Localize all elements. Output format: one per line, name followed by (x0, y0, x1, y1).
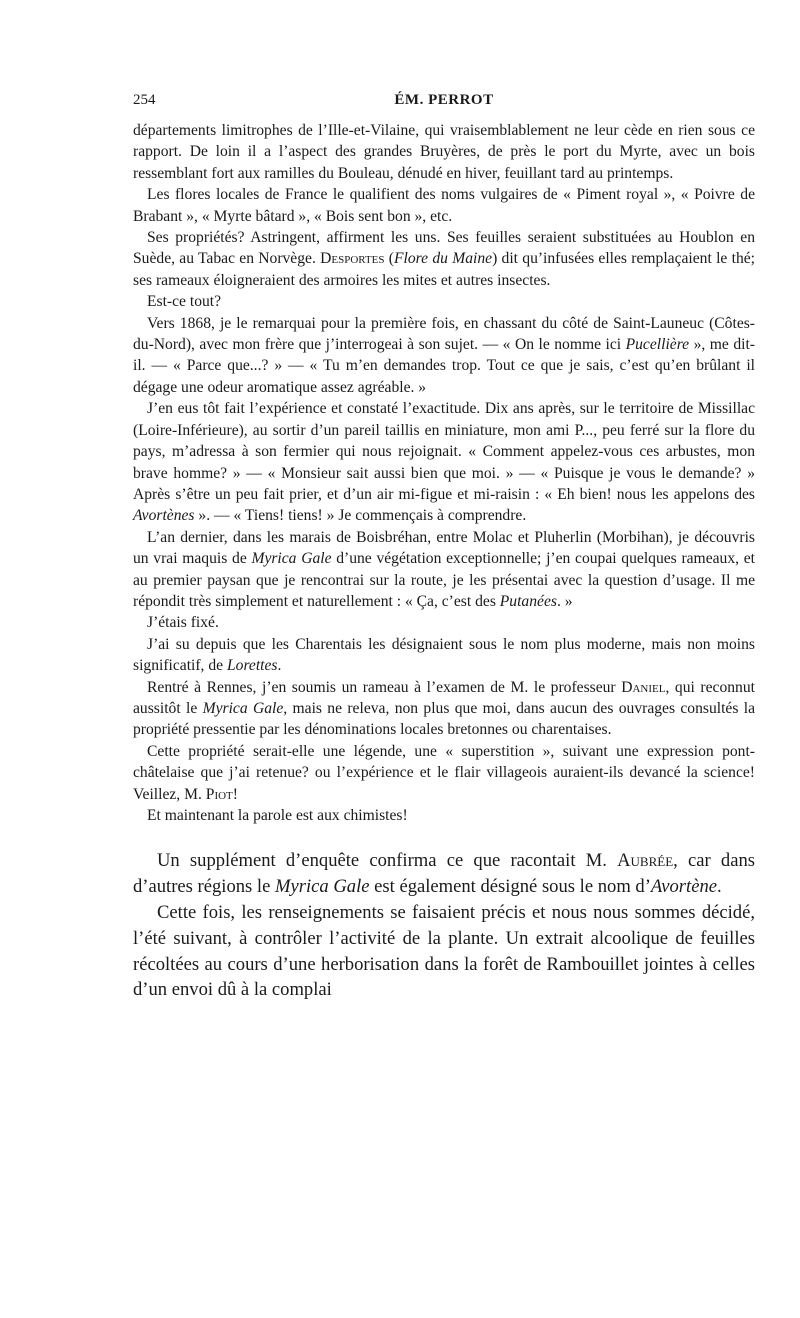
author-name: Piot (205, 785, 233, 803)
quote-paragraph: Les flores locales de France le qualifient des noms vulgaires de « Piment royal », « Poivre de Brabant », « Myrte bâtard », « Bois sent bon », etc. (133, 186, 755, 225)
body-paragraph: Un supplément d’enquête confirma ce que racontait M. Aubrée, car dans d’autres régions le Myrica Gale est également désigné sous le nom d’Avortène. (133, 850, 755, 898)
author-name: Desportes (320, 250, 385, 268)
species-name: Myrica Gale (202, 699, 284, 717)
quote-paragraph: J’ai su depuis que les Charentais les désignaient sous le nom plus moderne, mais non moins significatif, de Lorettes. (133, 635, 755, 675)
quote-paragraph: Cette propriété serait-elle une légende, une « superstition », suivant une expression pont-châtelaise que j’ai retenue? ou l’expérience et le flair villageois auraient-ils devancé la science! Veillez, M. Piot! (133, 742, 755, 803)
species-name: Myrica Gale (251, 550, 332, 568)
quote-paragraph: Vers 1868, je le remarquai pour la première fois, en chassant du côté de Saint-Launeuc (Côtes-du-Nord), avec mon frère que j’interrogeai à son sujet. — « On le nomme ici Pucellière », me dit-il. — « Parce que...? » — « Tu m’en demandes trop. Tout ce que je sais, c’est qu’en brûlant il dégage une odeur aromatique assez agréable. » (133, 314, 755, 396)
quote-paragraph: départements limitrophes de l’Ille-et-Vilaine, qui vraisemblablement ne leur cède en rien sous ce rapport. De loin il a l’aspect des grandes Bruyères, de près le port du Myrte, avec un bois ressemblant fort aux ramilles du Bouleau, dénudé en hiver, feuillant tard au printemps. (133, 122, 755, 182)
quote-paragraph: L’an dernier, dans les marais de Boisbréhan, entre Molac et Pluherlin (Morbihan), je découvris un vrai maquis de Myrica Gale d’une végétation exceptionnelle; j’en coupai quelques rameaux, et au premier paysan que je rencontrai sur la route, je les présentai avec la question d’usage. Il me répondit très simplement et naturellement : « Ça, c’est des Putanées. » (133, 528, 755, 610)
body-paragraph: Cette fois, les renseignements se faisaient précis et nous nous sommes décidé, l’été suivant, à contrôler l’activité de la plante. Un extrait alcoolique de feuilles récoltées au cours d’une herborisation dans la forêt de Rambouillet jointes à celles d’un envoi dû à la complai (133, 902, 755, 1001)
local-name: Lorettes (226, 657, 278, 675)
local-name: Avortène (650, 876, 718, 898)
author-name: Daniel (621, 678, 666, 696)
page-number: 254 (133, 92, 156, 108)
document-page (133, 92, 755, 1003)
author-name: Aubrée (617, 850, 674, 872)
species-name: Myrica Gale (275, 876, 370, 898)
main-text (133, 848, 755, 1003)
quote-paragraph: Rentré à Rennes, j’en soumis un rameau à l’examen de M. le professeur Daniel, qui reconnut aussitôt le Myrica Gale, mais ne releva, non plus que moi, dans aucun des ouvrages consultés la propriété pressentie par les dénominations locales bretonnes ou charentaises. (133, 678, 755, 739)
work-title: Flore du Maine (394, 250, 493, 268)
quote-paragraph: J’en eus tôt fait l’expérience et constaté l’exactitude. Dix ans après, sur le territoire de Missillac (Loire-Inférieure), au sortir d’un pareil taillis en miniature, mon ami P..., peu ferré sur la flore du pays, m’adressa à son fermier qui nous rejoignait. « Comment appelez-vous ces arbustes, mon brave homme? » — « Monsieur sait aussi bien que moi. » — « Puisque je vous le demande? » Après s’être un peu fait prier, et d’un air mi-figue et mi-raisin : « Eh bien! nous les appelons des Avortènes ». — « Tiens! tiens! » Je commençais à comprendre. (133, 400, 755, 525)
quoted-passage (133, 120, 755, 826)
local-name: Pucellière (625, 336, 690, 354)
running-title: ÉM. PERROT (394, 92, 494, 108)
quote-paragraph: Ses propriétés? Astringent, affirment les uns. Ses feuilles seraient substituées au Houblon en Suède, au Tabac en Norvège. Desportes (Flore du Maine) dit qu’infusées elles remplaçaient le thé; ses rameaux éloigneraient des armoires les mites et autres insectes. (133, 229, 755, 289)
local-name: Avortènes (133, 507, 195, 525)
page-header (133, 92, 755, 114)
local-name: Putanées (499, 592, 557, 610)
quote-paragraph: Est-ce tout? (147, 293, 222, 311)
quote-paragraph: J’étais fixé. (147, 614, 219, 632)
quote-paragraph: Et maintenant la parole est aux chimistes! (147, 807, 408, 824)
